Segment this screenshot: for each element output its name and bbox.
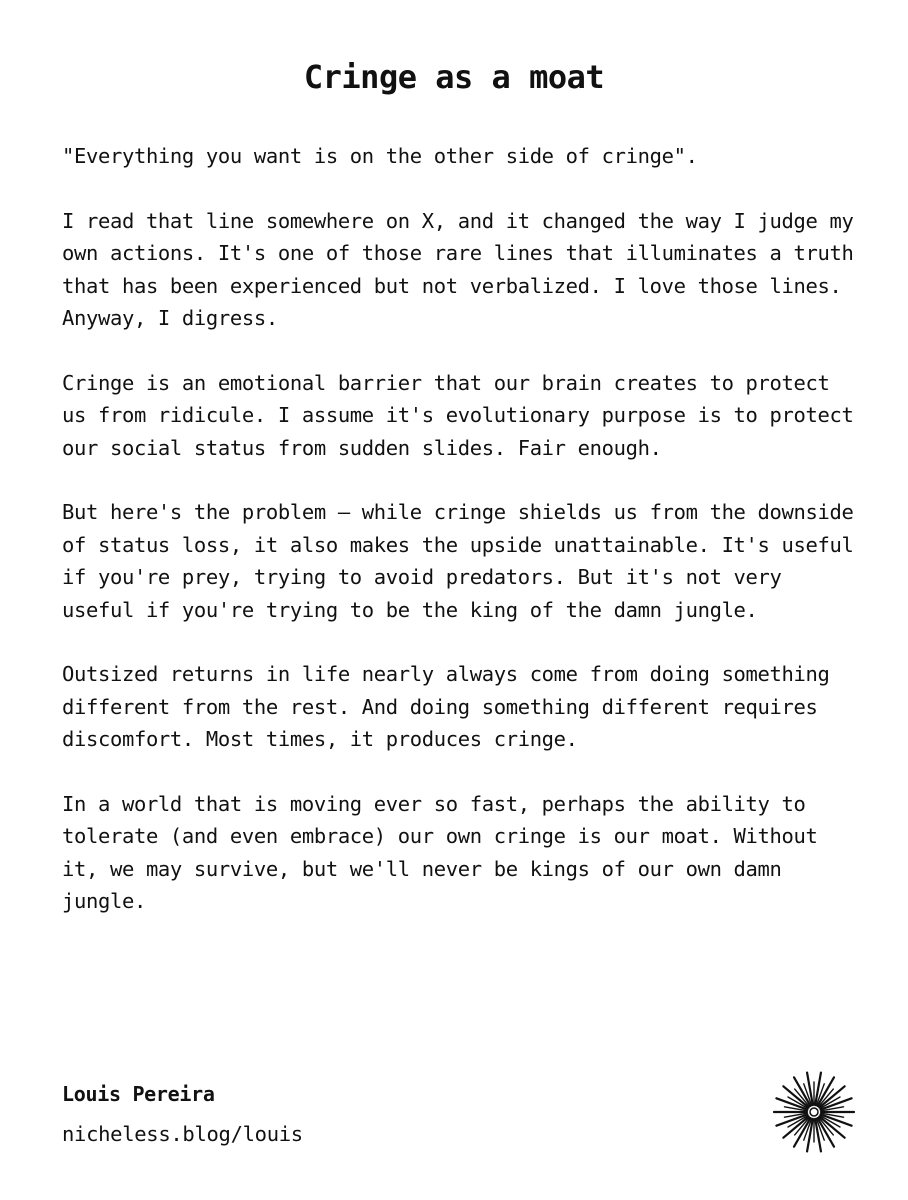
starburst-icon xyxy=(772,1070,856,1154)
site-url: nicheless.blog/louis xyxy=(62,1122,303,1146)
paragraph: But here's the problem – while cringe shields us from the downside of status loss, it also makes the upside unattainable. It's useful if you're prey, trying to avoid predators. But it's not very useful if you're trying to be the king of the damn jungle. xyxy=(62,500,854,622)
author-name: Louis Pereira xyxy=(62,1082,215,1106)
article-body xyxy=(62,140,862,950)
paragraph: Cringe is an emotional barrier that our brain creates to protect us from ridicule. I assume it's evolutionary purpose is to protect our social status from sudden slides. Fair enough. xyxy=(62,370,854,460)
paragraph: In a world that is moving ever so fast, perhaps the ability to tolerate (and even embrace) our own cringe is our moat. Without it, we may survive, but we'll never be kings of our own damn jungle. xyxy=(62,791,818,913)
paragraph-quote: "Everything you want is on the other side of cringe". xyxy=(62,144,698,168)
paragraph: Outsized returns in life nearly always come from doing something different from the rest. And doing something different requires discomfort. Most times, it produces cringe. xyxy=(62,662,830,751)
paragraph: I read that line somewhere on X, and it changed the way I judge my own actions. It's one of those rare lines that illuminates a truth that has been experienced but not verbalized. I love those lines. Anyway, I digress. xyxy=(62,208,854,330)
page-title: Cringe as a moat xyxy=(303,58,605,96)
